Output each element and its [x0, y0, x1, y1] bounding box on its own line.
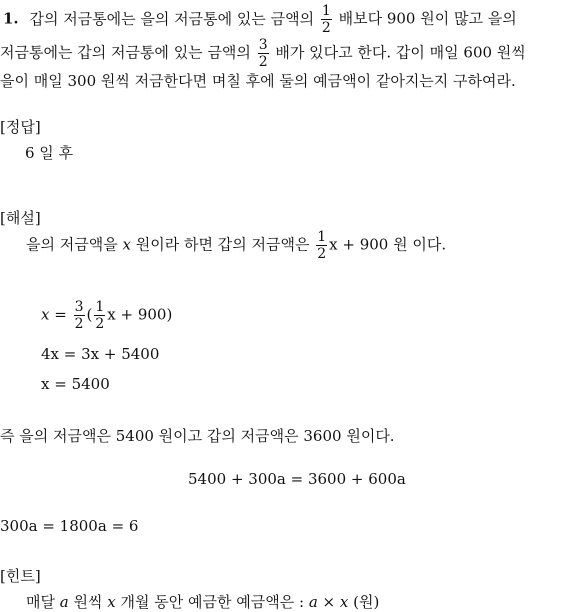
- fraction-denominator: 2: [74, 316, 84, 332]
- problem-line-1: [3, 4, 517, 35]
- problem-text-2a: 저금통에는 갑의 저금통에 있는 금액의: [0, 43, 251, 62]
- fraction-denominator: 2: [321, 20, 331, 36]
- solution-intro: [26, 230, 446, 261]
- fraction-numerator: 1: [317, 229, 327, 245]
- variable-x: x: [122, 235, 131, 254]
- fraction-one-half: [316, 230, 327, 261]
- solution-intro-c: x + 900 원 이다.: [329, 235, 447, 254]
- problem-text-1a: 갑의 저금통에는 을의 저금통에 있는 금액의: [29, 9, 315, 28]
- solution-intro-a: 을의 저금액을: [26, 235, 118, 254]
- equation-1-lhs: x =: [41, 305, 67, 324]
- fraction-denominator: 2: [317, 246, 327, 262]
- centered-equation: 5400 + 300a = 3600 + 600a: [188, 470, 406, 488]
- hint-formula: a × x: [308, 593, 349, 611]
- hint-unit: (원): [353, 593, 380, 611]
- hint-text-a: 매달: [26, 593, 55, 611]
- variable-x: x: [107, 593, 116, 611]
- problem-line-2: [0, 38, 526, 69]
- equation-1-paren: (: [86, 305, 93, 324]
- problem-text-1b: 배보다 900 원이 많고 을의: [338, 9, 517, 28]
- fraction-numerator: 1: [95, 299, 105, 315]
- fraction-denominator: 2: [95, 316, 105, 332]
- final-equation: 300a = 1800a = 6: [0, 517, 139, 535]
- problem-text-2b: 배가 있다고 한다. 갑이 매일 600 원씩: [275, 43, 526, 62]
- hint-header: [힌트]: [0, 567, 41, 585]
- hint-text-c: 개월 동안 예금한 예금액은 :: [120, 593, 305, 611]
- answer-header: [정답]: [0, 118, 41, 136]
- equation-1: [41, 300, 172, 331]
- variable-a: a: [59, 593, 69, 611]
- solution-conclusion: 즉 을의 저금액은 5400 원이고 갑의 저금액은 3600 원이다.: [0, 427, 395, 445]
- fraction-one-half: [94, 300, 105, 331]
- fraction-one-half: [321, 4, 332, 35]
- fraction-numerator: 3: [74, 299, 84, 315]
- solution-header: [해설]: [0, 209, 41, 227]
- fraction-three-halves: [74, 300, 85, 331]
- answer-text: 6 일 후: [25, 144, 74, 162]
- equation-1-rest: x + 900): [107, 305, 173, 324]
- equation-3: x = 5400: [41, 375, 110, 393]
- solution-intro-b: 원이라 하면 갑의 저금액은: [135, 235, 310, 254]
- hint-text-b: 원씩: [73, 593, 103, 611]
- hint-text: [26, 591, 379, 612]
- fraction-numerator: 3: [258, 37, 268, 53]
- problem-line-3: 을이 매일 300 원씩 저금한다면 며칠 후에 둘의 예금액이 같아지는지 구하여라.: [0, 72, 516, 90]
- fraction-three-halves: [258, 38, 269, 69]
- fraction-numerator: 1: [321, 3, 331, 19]
- problem-number: 1.: [3, 9, 19, 28]
- equation-2: 4x = 3x + 5400: [41, 345, 160, 363]
- fraction-denominator: 2: [258, 54, 268, 70]
